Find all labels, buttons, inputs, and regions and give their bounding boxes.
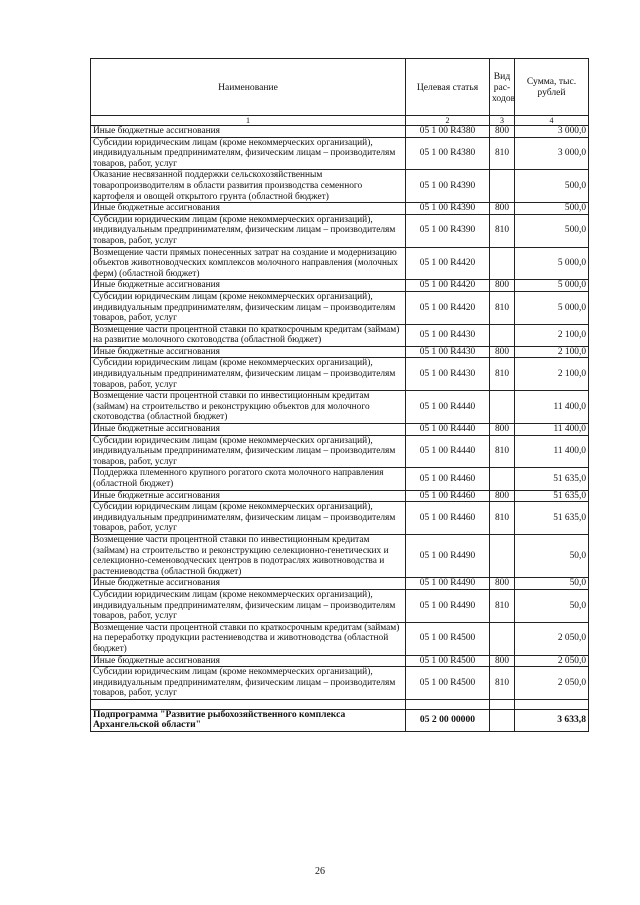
row-name-cell: Субсидии юридическим лицам (кроме некоммерческих организаций), индивидуальным предпринимателям, физическим лицам – производителям товаров, работ, услуг xyxy=(91,667,406,700)
budget-table xyxy=(90,58,589,732)
table-row xyxy=(91,490,589,502)
row-sum-cell: 51 635,0 xyxy=(515,468,589,490)
row-code-cell: 05 1 00 R4430 xyxy=(406,324,490,346)
table-row xyxy=(91,502,589,535)
row-sum-cell: 3 000,0 xyxy=(515,137,589,170)
row-name-cell: Субсидии юридическим лицам (кроме некоммерческих организаций), индивидуальным предпринимателям, физическим лицам – производителям товаров, работ, услуг xyxy=(91,137,406,170)
header-name: Наименование xyxy=(91,59,406,116)
column-number: 1 xyxy=(91,116,406,126)
row-name-cell: Подпрограмма "Развитие рыбохозяйственного комплекса Архангельской области" xyxy=(91,709,406,731)
row-code-cell: 05 1 00 R4440 xyxy=(406,391,490,424)
row-name-cell: Субсидии юридическим лицам (кроме некоммерческих организаций), индивидуальным предпринимателям, физическим лицам – производителям товаров, работ, услуг xyxy=(91,291,406,324)
row-code-cell: 05 1 00 R4460 xyxy=(406,490,490,502)
row-expense-type-cell: 810 xyxy=(490,214,515,247)
table-row xyxy=(91,247,589,280)
row-name-cell: Иные бюджетные ассигнования xyxy=(91,126,406,138)
row-sum-cell: 5 000,0 xyxy=(515,247,589,280)
row-sum-cell: 500,0 xyxy=(515,203,589,215)
column-number: 2 xyxy=(406,116,490,126)
row-name-cell: Иные бюджетные ассигнования xyxy=(91,424,406,436)
row-sum-cell: 500,0 xyxy=(515,214,589,247)
row-name-cell: Субсидии юридическим лицам (кроме некоммерческих организаций), индивидуальным предпринимателям, физическим лицам – производителям товаров, работ, услуг xyxy=(91,502,406,535)
row-sum-cell: 50,0 xyxy=(515,534,589,577)
row-sum-cell: 5 000,0 xyxy=(515,280,589,292)
page-number: 26 xyxy=(315,866,325,877)
row-code-cell: 05 1 00 R4380 xyxy=(406,126,490,138)
row-sum-cell: 51 635,0 xyxy=(515,490,589,502)
row-code-cell: 05 1 00 R4500 xyxy=(406,667,490,700)
row-name-cell: Возмещение части прямых понесенных затрат на создание и модернизацию объектов животноводческих комплексов молочного направления (молочных ферм) (областной бюджет) xyxy=(91,247,406,280)
row-expense-type-cell: 810 xyxy=(490,502,515,535)
row-expense-type-cell: 800 xyxy=(490,424,515,436)
spacer-cell xyxy=(490,699,515,709)
row-code-cell: 05 1 00 R4440 xyxy=(406,435,490,468)
row-expense-type-cell: 800 xyxy=(490,655,515,667)
row-code-cell: 05 1 00 R4460 xyxy=(406,468,490,490)
table-row xyxy=(91,468,589,490)
row-expense-type-cell: 810 xyxy=(490,358,515,391)
row-code-cell: 05 1 00 R4420 xyxy=(406,291,490,324)
header-code: Целевая статья xyxy=(406,59,490,116)
table-row xyxy=(91,655,589,667)
row-sum-cell: 2 050,0 xyxy=(515,655,589,667)
row-code-cell: 05 1 00 R4460 xyxy=(406,502,490,535)
table-row xyxy=(91,589,589,622)
row-sum-cell: 2 050,0 xyxy=(515,667,589,700)
row-expense-type-cell xyxy=(490,170,515,203)
row-expense-type-cell: 810 xyxy=(490,291,515,324)
row-expense-type-cell xyxy=(490,324,515,346)
row-code-cell: 05 1 00 R4390 xyxy=(406,203,490,215)
table-row xyxy=(91,203,589,215)
table-row xyxy=(91,170,589,203)
table-row xyxy=(91,435,589,468)
row-name-cell: Иные бюджетные ассигнования xyxy=(91,655,406,667)
table-row xyxy=(91,578,589,590)
row-code-cell: 05 1 00 R4490 xyxy=(406,589,490,622)
row-name-cell: Иные бюджетные ассигнования xyxy=(91,203,406,215)
row-expense-type-cell xyxy=(490,468,515,490)
row-code-cell: 05 1 00 R4490 xyxy=(406,578,490,590)
table-row xyxy=(91,137,589,170)
row-name-cell: Иные бюджетные ассигнования xyxy=(91,280,406,292)
table-row xyxy=(91,280,589,292)
row-code-cell: 05 1 00 R4500 xyxy=(406,622,490,655)
spacer-cell xyxy=(406,699,490,709)
row-name-cell: Иные бюджетные ассигнования xyxy=(91,346,406,358)
row-expense-type-cell: 810 xyxy=(490,137,515,170)
table-row xyxy=(91,424,589,436)
row-code-cell: 05 1 00 R4420 xyxy=(406,280,490,292)
table-row xyxy=(91,667,589,700)
table-row xyxy=(91,291,589,324)
row-name-cell: Субсидии юридическим лицам (кроме некоммерческих организаций), индивидуальным предпринимателям, физическим лицам – производителям товаров, работ, услуг xyxy=(91,589,406,622)
row-sum-cell: 51 635,0 xyxy=(515,502,589,535)
row-expense-type-cell: 810 xyxy=(490,589,515,622)
row-expense-type-cell xyxy=(490,709,515,731)
table-row xyxy=(91,391,589,424)
row-sum-cell: 11 400,0 xyxy=(515,391,589,424)
table-row xyxy=(91,214,589,247)
row-expense-type-cell: 800 xyxy=(490,203,515,215)
row-expense-type-cell xyxy=(490,247,515,280)
row-sum-cell: 2 100,0 xyxy=(515,324,589,346)
row-code-cell: 05 1 00 R4430 xyxy=(406,358,490,391)
row-sum-cell: 3 633,8 xyxy=(515,709,589,731)
row-expense-type-cell: 810 xyxy=(490,667,515,700)
table-row xyxy=(91,358,589,391)
row-name-cell: Возмещение части процентной ставки по инвестиционным кредитам (займам) на строительство и реконструкцию селекционно-генетических и селекционно-семеноводческих центров в подотраслях животноводства и растениеводства (областной бюджет) xyxy=(91,534,406,577)
row-expense-type-cell xyxy=(490,391,515,424)
row-sum-cell: 5 000,0 xyxy=(515,291,589,324)
table-header-row xyxy=(91,59,589,116)
row-expense-type-cell: 810 xyxy=(490,435,515,468)
row-sum-cell: 11 400,0 xyxy=(515,435,589,468)
column-number: 4 xyxy=(515,116,589,126)
row-name-cell: Субсидии юридическим лицам (кроме некоммерческих организаций), индивидуальным предпринимателям, физическим лицам – производителям товаров, работ, услуг xyxy=(91,214,406,247)
row-code-cell: 05 1 00 R4430 xyxy=(406,346,490,358)
row-name-cell: Возмещение части процентной ставки по краткосрочным кредитам (займам) на переработку продукции растениеводства и животноводства (областной бюджет) xyxy=(91,622,406,655)
row-name-cell: Иные бюджетные ассигнования xyxy=(91,490,406,502)
row-name-cell: Иные бюджетные ассигнования xyxy=(91,578,406,590)
table-row xyxy=(91,324,589,346)
row-sum-cell: 50,0 xyxy=(515,578,589,590)
row-expense-type-cell xyxy=(490,622,515,655)
row-expense-type-cell: 800 xyxy=(490,126,515,138)
row-name-cell: Возмещение части процентной ставки по инвестиционным кредитам (займам) на строительство и реконструкцию объектов для молочного скотоводства (областной бюджет) xyxy=(91,391,406,424)
row-expense-type-cell: 800 xyxy=(490,578,515,590)
row-sum-cell: 500,0 xyxy=(515,170,589,203)
row-code-cell: 05 2 00 00000 xyxy=(406,709,490,731)
table-row xyxy=(91,346,589,358)
row-name-cell: Поддержка племенного крупного рогатого скота молочного направления (областной бюджет) xyxy=(91,468,406,490)
row-name-cell: Оказание несвязанной поддержки сельскохозяйственным товаропроизводителям в области развития производства семенного картофеля и овощей открытого грунта (областной бюджет) xyxy=(91,170,406,203)
row-code-cell: 05 1 00 R4440 xyxy=(406,424,490,436)
row-sum-cell: 11 400,0 xyxy=(515,424,589,436)
column-number-row xyxy=(91,116,589,126)
row-sum-cell: 50,0 xyxy=(515,589,589,622)
header-expense-type: Вид рас-ходов xyxy=(490,59,515,116)
table-row xyxy=(91,126,589,138)
row-code-cell: 05 1 00 R4420 xyxy=(406,247,490,280)
row-name-cell: Субсидии юридическим лицам (кроме некоммерческих организаций), индивидуальным предпринимателям, физическим лицам – производителям товаров, работ, услуг xyxy=(91,435,406,468)
column-number: 3 xyxy=(490,116,515,126)
header-sum: Сумма, тыс. рублей xyxy=(515,59,589,116)
row-expense-type-cell xyxy=(490,534,515,577)
row-sum-cell: 3 000,0 xyxy=(515,126,589,138)
table-row xyxy=(91,709,589,731)
table-body xyxy=(91,126,589,732)
spacer-cell xyxy=(91,699,406,709)
row-name-cell: Субсидии юридическим лицам (кроме некоммерческих организаций), индивидуальным предпринимателям, физическим лицам – производителям товаров, работ, услуг xyxy=(91,358,406,391)
spacer-row xyxy=(91,699,589,709)
row-code-cell: 05 1 00 R4380 xyxy=(406,137,490,170)
row-expense-type-cell: 800 xyxy=(490,280,515,292)
row-name-cell: Возмещение части процентной ставки по краткосрочным кредитам (займам) на развитие молочного скотоводства (областной бюджет) xyxy=(91,324,406,346)
row-code-cell: 05 1 00 R4390 xyxy=(406,214,490,247)
row-code-cell: 05 1 00 R4390 xyxy=(406,170,490,203)
spacer-cell xyxy=(515,699,589,709)
row-expense-type-cell: 800 xyxy=(490,490,515,502)
row-expense-type-cell: 800 xyxy=(490,346,515,358)
row-sum-cell: 2 050,0 xyxy=(515,622,589,655)
row-code-cell: 05 1 00 R4490 xyxy=(406,534,490,577)
table-row xyxy=(91,622,589,655)
row-code-cell: 05 1 00 R4500 xyxy=(406,655,490,667)
table-row xyxy=(91,534,589,577)
row-sum-cell: 2 100,0 xyxy=(515,358,589,391)
row-sum-cell: 2 100,0 xyxy=(515,346,589,358)
